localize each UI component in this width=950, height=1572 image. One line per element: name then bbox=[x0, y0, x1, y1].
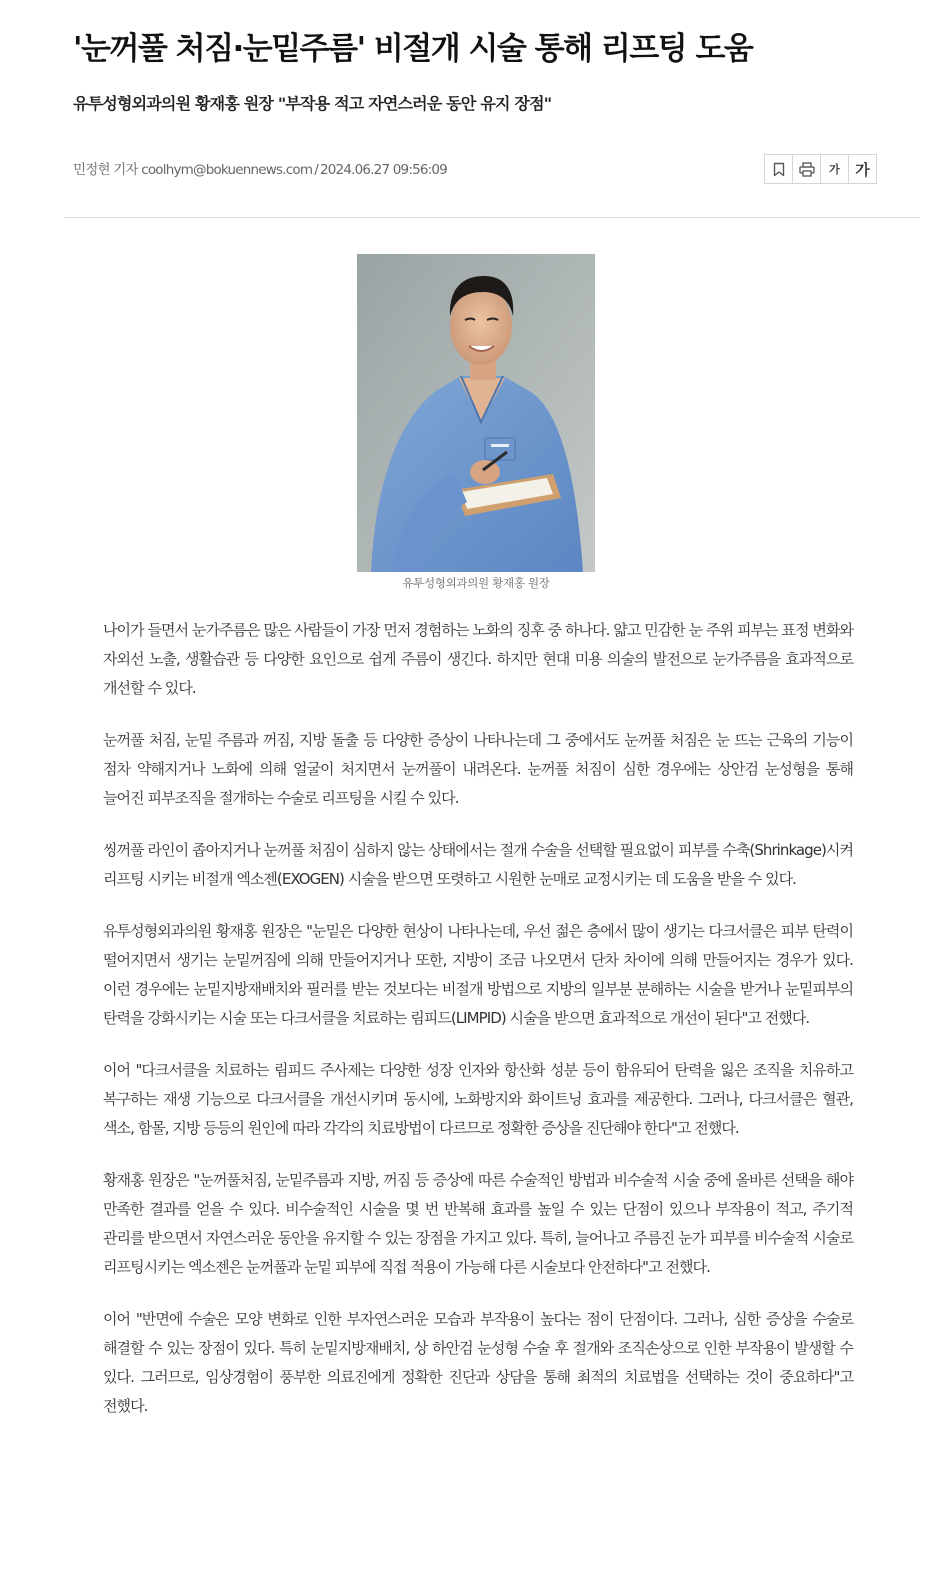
header-divider bbox=[64, 217, 920, 218]
article-paragraph: 씽꺼풀 라인이 좁아지거나 눈꺼풀 처짐이 심하지 않는 상태에서는 절개 수술을 선택할 필요없이 피부를 수축(Shrinkage)시켜 리프팅 시키는 비절개 엑소젠(EXOGEN) 시술을 받으면 또렷하고 시원한 눈매로 교정시키는 데 도움을 받을 수 있다. bbox=[103, 841, 853, 888]
byline bbox=[73, 159, 447, 181]
article-paragraph: 이어 "반면에 수술은 모양 변화로 인한 부자연스러운 모습과 부작용이 높다는 점이 단점이다. 그러나, 심한 증상을 수술로 해결할 수 있는 장점이 있다. 특히 눈밑지방재배치, 상 하안검 눈성형 수술 후 절개와 조직손상으로 인한 부작용이 발생할 수 있다. 그러므로, 임상경험이 풍부한 의료진에게 정확한 진단과 상담을 통해 최적의 치료법을 선택하는 것이 중요하다"고 전했다. bbox=[103, 1310, 853, 1415]
byline-email[interactable]: coolhym@bokuennews.com bbox=[141, 162, 313, 178]
bookmark-button[interactable] bbox=[764, 154, 793, 184]
print-button[interactable] bbox=[792, 154, 821, 184]
photo-caption: 유투성형외과의원 황재홍 원장 bbox=[402, 576, 550, 590]
article-body bbox=[103, 616, 853, 1444]
article-paragraph: 눈꺼풀 처짐, 눈밑 주름과 꺼짐, 지방 돌출 등 다양한 증상이 나타나는데 그 중에서도 눈꺼풀 처짐은 눈 뜨는 근육의 기능이 점차 약해지거나 노화에 의해 얼굴이 처지면서 눈꺼풀이 내려온다. 눈꺼풀 처짐이 심한 경우에는 상안검 눈성형을 통해 늘어진 피부조직을 절개하는 수술로 리프팅을 시킬 수 있다. bbox=[103, 731, 853, 807]
article-paragraph: 황재홍 원장은 "눈꺼풀처짐, 눈밑주름과 지방, 꺼짐 등 증상에 따른 수술적인 방법과 비수술적 시술 중에 올바른 선택을 해야 만족한 결과를 얻을 수 있다. 비수술적인 시술을 몇 번 반복해 효과를 높일 수 있는 단점이 있으나 부작용이 적고, 주기적 관리를 받으면서 자연스러운 동안을 유지할 수 있는 장점을 가지고 있다. 특히, 늘어나고 주름진 눈가 피부를 비수술적 시술로 리프팅시키는 엑소젠은 눈꺼풀과 눈밑 피부에 직접 적용이 가능해 다른 시술보다 안전하다"고 전했다. bbox=[103, 1171, 853, 1276]
bookmark-icon bbox=[773, 162, 785, 177]
byline-datetime: 2024.06.27 09:56:09 bbox=[319, 162, 447, 178]
doctor-photo bbox=[357, 254, 595, 572]
article-tools bbox=[764, 154, 877, 184]
article-paragraph: 유투성형외과의원 황재홍 원장은 "눈밑은 다양한 현상이 나타나는데, 우선 젊은 층에서 많이 생기는 다크서클은 피부 탄력이 떨어지면서 생기는 눈밑꺼짐에 의해 만들어지거나 또한, 지방이 조금 나오면서 단차 차이에 의해 만들어지는 경우가 있다. 이런 경우에는 눈밑지방재배치와 필러를 받는 것보다는 비절개 방법으로 지방의 일부분 분해하는 시술을 받거나 눈밑피부의 탄력을 강화시키는 시술 또는 다크서클을 치료하는 림피드(LIMPID) 시술을 받으면 효과적으로 개선이 된다"고 전했다. bbox=[103, 922, 853, 1027]
article-paragraph: 이어 "다크서클을 치료하는 림피드 주사제는 다양한 성장 인자와 항산화 성분 등이 함유되어 탄력을 잃은 조직을 치유하고 복구하는 재생 기능으로 다크서클을 개선시키며 동시에, 노화방지와 화이트닝 효과를 제공한다. 그러나, 다크서클은 혈관, 색소, 함몰, 지방 등등의 원인에 따라 각각의 치료방법이 다르므로 정확한 증상을 진단해야 한다"고 전했다. bbox=[103, 1061, 853, 1137]
article-paragraph: 나이가 들면서 눈가주름은 많은 사람들이 가장 먼저 경험하는 노화의 징후 중 하나다. 얇고 민감한 눈 주위 피부는 표정 변화와 자외선 노출, 생활습관 등 다양한 요인으로 쉽게 주름이 생긴다. 하지만 현대 미용 의술의 발전으로 눈가주름을 효과적으로 개선할 수 있다. bbox=[103, 621, 853, 697]
byline-separator: / bbox=[314, 162, 318, 178]
print-icon bbox=[799, 162, 815, 177]
article-headline: '눈꺼풀 처짐·눈밑주름' 비절개 시술 통해 리프팅 도움 bbox=[73, 31, 753, 67]
article-subheadline: 유투성형외과의원 황재홍 원장 "부작용 적고 자연스러운 동안 유지 장점" bbox=[73, 94, 552, 113]
byline-author: 민정현 기자 bbox=[73, 162, 138, 178]
font-increase-button[interactable]: 가 bbox=[848, 154, 877, 184]
font-decrease-button[interactable]: 가 bbox=[820, 154, 849, 184]
